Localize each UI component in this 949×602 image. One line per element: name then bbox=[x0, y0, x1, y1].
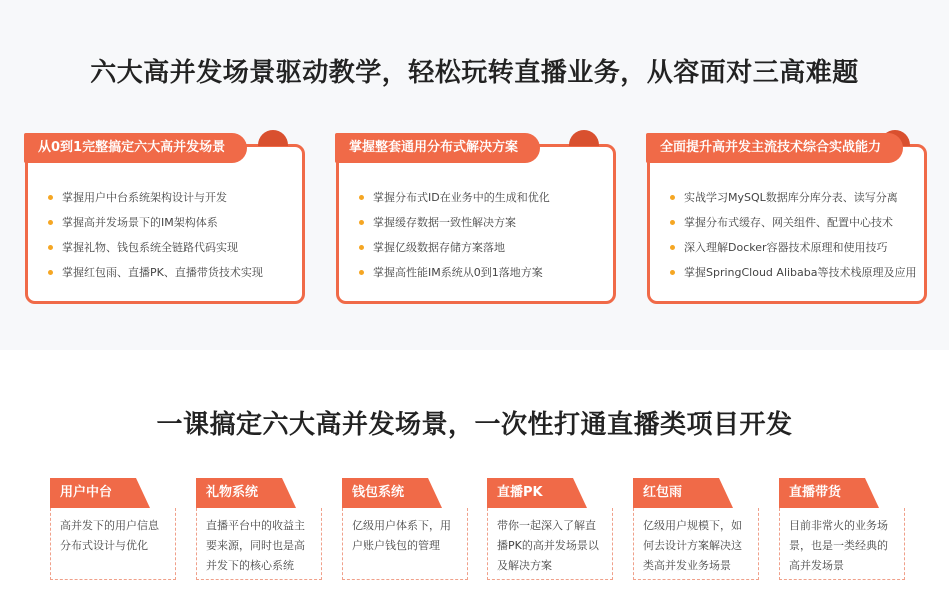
scene-desc: 直播平台中的收益主要来源，同时也是高并发下的核心系统 bbox=[196, 508, 322, 580]
feature-item: 掌握分布式缓存、网关组件、配置中心技术 bbox=[670, 210, 916, 235]
feature-item: 掌握红包雨、直播PK、直播带货技术实现 bbox=[48, 260, 294, 285]
scene-desc: 高并发下的用户信息分布式设计与优化 bbox=[50, 508, 176, 580]
scene-title: 钱包系统 bbox=[342, 478, 428, 508]
feature-list bbox=[48, 185, 294, 285]
scene-desc: 目前非常火的业务场景，也是一类经典的高并发场景 bbox=[779, 508, 905, 580]
feature-list bbox=[670, 185, 916, 285]
feature-card-2 bbox=[336, 140, 616, 304]
feature-item: 掌握礼物、钱包系统全链路代码实现 bbox=[48, 235, 294, 260]
feature-item: 掌握亿级数据存储方案落地 bbox=[359, 235, 605, 260]
feature-item: 掌握高并发场景下的IM架构体系 bbox=[48, 210, 294, 235]
scene-title: 礼物系统 bbox=[196, 478, 282, 508]
feature-item: 掌握高性能IM系统从0到1落地方案 bbox=[359, 260, 605, 285]
scene-card-user-center bbox=[50, 478, 176, 580]
scene-card-live-commerce bbox=[779, 478, 905, 580]
scene-card-live-pk bbox=[487, 478, 613, 580]
section1-title: 六大高并发场景驱动教学，轻松玩转直播业务，从容面对三高难题 bbox=[90, 58, 859, 88]
feature-item: 实战学习MySQL数据库分库分表、读写分离 bbox=[670, 185, 916, 210]
scene-title: 直播PK bbox=[487, 478, 573, 508]
feature-card-title: 全面提升高并发主流技术综合实战能力 bbox=[646, 133, 903, 163]
feature-item: 掌握SpringCloud Alibaba等技术栈原理及应用 bbox=[670, 260, 916, 285]
scene-title: 红包雨 bbox=[633, 478, 719, 508]
scene-title: 用户中台 bbox=[50, 478, 136, 508]
feature-item: 掌握分布式ID在业务中的生成和优化 bbox=[359, 185, 605, 210]
scene-title: 直播带货 bbox=[779, 478, 865, 508]
feature-card-title: 从0到1完整搞定六大高并发场景 bbox=[24, 133, 247, 163]
scene-desc: 亿级用户规模下，如何去设计方案解决这类高并发业务场景 bbox=[633, 508, 759, 580]
feature-list bbox=[359, 185, 605, 285]
scene-desc: 带你一起深入了解直播PK的高并发场景以及解决方案 bbox=[487, 508, 613, 580]
section2-title: 一课搞定六大高并发场景，一次性打通直播类项目开发 bbox=[156, 410, 793, 440]
feature-item: 掌握缓存数据一致性解决方案 bbox=[359, 210, 605, 235]
feature-card-1 bbox=[25, 140, 305, 304]
scene-card-wallet-system bbox=[342, 478, 468, 580]
feature-card-title: 掌握整套通用分布式解决方案 bbox=[335, 133, 540, 163]
feature-item: 掌握用户中台系统架构设计与开发 bbox=[48, 185, 294, 210]
feature-item: 深入理解Docker容器技术原理和使用技巧 bbox=[670, 235, 916, 260]
scene-desc: 亿级用户体系下，用户账户钱包的管理 bbox=[342, 508, 468, 580]
feature-card-3 bbox=[647, 140, 927, 304]
scene-card-red-packet-rain bbox=[633, 478, 759, 580]
scene-card-gift-system bbox=[196, 478, 322, 580]
